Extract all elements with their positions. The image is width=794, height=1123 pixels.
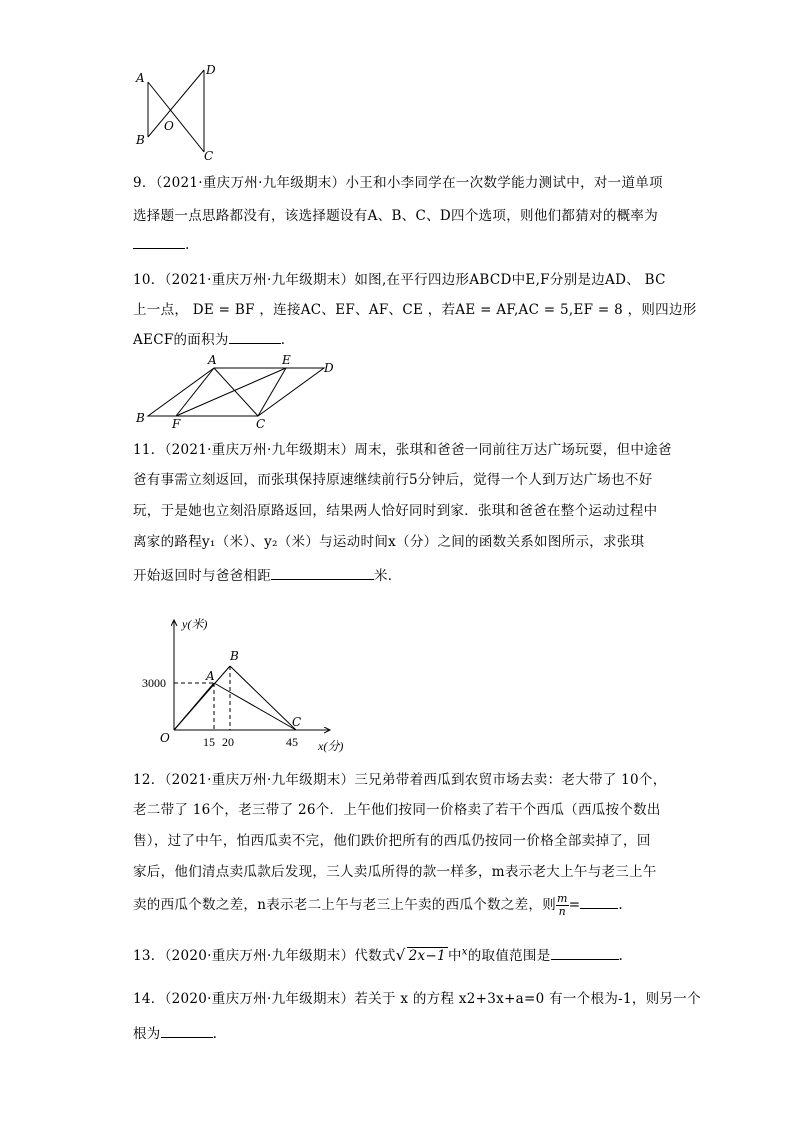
q11-line1: 11．（2021·重庆万州·九年级期末）周末，张琪和爸爸一同前往万达广场玩耍，但中途爸 [133,442,672,458]
x-tick-15: 15 [203,735,215,749]
label-F: F [172,417,181,431]
label-A: A [208,353,217,367]
q9-line2: 选择题一点思路都没有，该选择题设有A、B、C、D四个选项，则他们都猜对的概率为 [133,208,659,224]
q12-line2: 老二带了 16个，老三带了 26个．上午他们按同一价格卖了若干个西瓜（西瓜按个数出 [133,802,661,818]
q9-line1: 9．（2021·重庆万州·九年级期末）小王和小李同学在一次数学能力测试中，对一道单项 [133,175,663,191]
x-tick-45: 45 [286,735,298,749]
point-A: A [206,669,215,683]
q12-line3: 售），过了中午，怕西瓜卖不完，他们跌价把所有的西瓜仍按同一价格全部卖掉了，回 [133,833,651,849]
q12-answer-blank[interactable] [580,894,618,909]
label-B: B [136,411,145,425]
x-tick-20: 20 [222,735,234,749]
label-B: B [136,133,145,147]
q11-answer-blank[interactable] [271,565,374,580]
label-A: A [136,71,145,85]
q9-line3: . [133,234,190,253]
label-D: D [324,361,334,375]
q12-line5: 卖的西瓜个数之差，n表示老二上午与老三上午卖的西瓜个数之差，则 $\frac{m}{n}$ = . [133,892,623,918]
point-C: C [292,715,302,729]
label-C: C [256,417,266,431]
label-O: O [164,119,174,133]
sqrt-expression: 2x−1 [408,948,446,964]
y-tick-3000: 3000 [142,676,166,690]
q14-answer-blank[interactable] [161,1023,213,1038]
q10-answer-blank[interactable] [229,329,281,344]
parallelogram-figure [132,352,347,431]
q14-line2: 根为 . [133,1022,217,1042]
q13-line1: 13．（2020·重庆万州·九年级期末）代数式√ 2x−1 中$^x$的取值范围是 . [133,946,624,964]
q11-line3: 玩，于是她也立刻沿原路返回，结果两人恰好同时到家．张琪和爸爸在整个运动过程中 [133,503,658,519]
q11-line2: 爸有事需立刻返回，而张琪保持原速继续前行5分钟后，觉得一个人到万达广场也不好 [133,472,653,488]
fraction-m-over-n: $\frac{m}{n}$ [557,892,568,918]
q13-answer-blank[interactable] [551,945,619,960]
distance-time-graph [130,612,344,757]
q12-line1: 12．（2021·重庆万州·九年级期末）三兄弟带着西瓜到农贸市场去卖：老大带了 10个， [133,772,667,788]
q12-line4: 家后，他们清点卖瓜款后发现，三人卖瓜所得的款一样多，m表示老大上午与老三上午 [133,864,657,880]
point-B: B [230,649,239,663]
q10-line1: 10．（2021·重庆万州·九年级期末）如图,在平行四边形ABCD中E,F分别是边AD、 BC [133,272,666,288]
q10-line3: AECF的面积为 . [133,328,285,348]
q10-line2: 上一点， DE = BF ，连接AC、EF、AF、CE ，若AE = AF,AC = 5,EF = 8 ，则四边形 [133,302,697,318]
q9-answer-blank[interactable] [133,234,185,249]
q11-line4: 离家的路程y₁（米）、y₂（米）与运动时间x（分）之间的函数关系如图所示，求张琪 [133,534,645,550]
label-C: C [204,149,214,163]
q14-line1: 14．（2020·重庆万州·九年级期末）若关于 x 的方程 x2+3x+a=0 有一个根为-1，则另一个 [133,991,701,1007]
y-axis-label: y(米) [182,617,208,631]
x-axis-label: x(分) [318,739,344,753]
series-zhangqi-up [174,666,230,730]
bowtie-figure [132,60,222,165]
origin-label: O [160,731,170,745]
q11-line5: 开始返回时与爸爸相距 米． [133,564,402,584]
label-D: D [206,63,216,77]
label-E: E [282,353,291,367]
